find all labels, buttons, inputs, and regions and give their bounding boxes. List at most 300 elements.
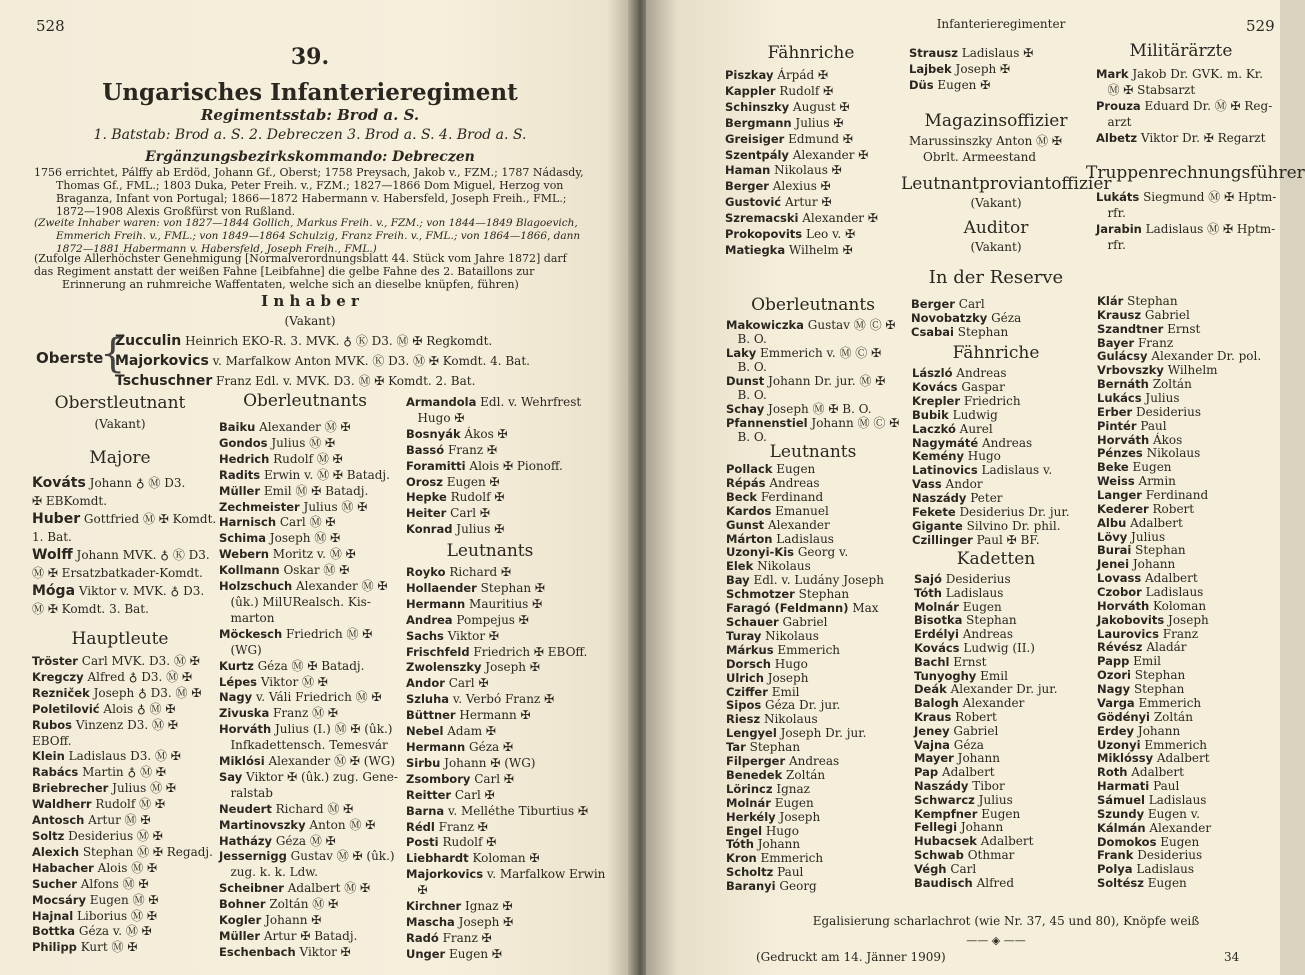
- list-item: [726, 574, 884, 588]
- list-item: [406, 947, 605, 963]
- list-item: [32, 528, 216, 546]
- oberleutnants-cont-list: [406, 395, 581, 538]
- surname: Harmati: [1097, 779, 1150, 794]
- reserve-oberleutnants-heading: Oberleutnants: [751, 295, 875, 315]
- surname: Lörincz: [726, 781, 773, 796]
- entry-details: Carl ✠: [451, 787, 495, 802]
- oberste-list: [115, 331, 530, 391]
- list-item: [726, 658, 884, 672]
- kadetten-list: [914, 573, 1058, 890]
- entry-details: Wilhelm: [1163, 363, 1218, 378]
- surname: Molnár: [914, 599, 959, 614]
- entry-details: Franz: [1134, 335, 1174, 350]
- entry-details: Stephan: [794, 587, 850, 602]
- surname: Turay: [726, 628, 762, 643]
- history-text: 1756 errichtet, Pálffy ab Erdöd, Johann Gf., Oberst; 1758 Preysach, Jakob v., FZM.; 1787 Nádasdy, Thomas Gf., FML.; 1803 Duka, Peter Freih. v., FZM.; 1827—1866 Dom Miguel, Herzog von Braganza, Infant von Portugal; 1866—1872 Habermann v. Habersfeld, Joseph Freih., FML.; 1872—1908 Alexis Großfürst von Rußland.: [34, 166, 584, 218]
- entry-details: EBOff.: [32, 733, 72, 748]
- surname: Pollack: [726, 462, 773, 476]
- list-item: [1097, 420, 1261, 434]
- entry-details: Alois ✠ Pionoff.: [465, 458, 563, 473]
- surname: Bachl: [914, 654, 950, 669]
- surname: Soltész: [1097, 876, 1144, 891]
- list-item: [219, 929, 398, 945]
- entry-details: Armin: [1134, 474, 1176, 489]
- list-item: [32, 861, 213, 877]
- list-item: [406, 490, 581, 506]
- entry-details: Stephan ✠: [476, 580, 545, 595]
- list-item: [406, 395, 581, 411]
- entry-details: Franz ✠: [438, 930, 492, 945]
- list-item: [726, 727, 884, 741]
- surname: Sajó: [914, 572, 942, 586]
- list-item: [1097, 752, 1261, 766]
- entry-details: Erwin v. Ⓜ ✠ Batadj.: [260, 467, 390, 482]
- entry-details: Liborius Ⓜ ✠: [73, 908, 157, 923]
- list-item: [725, 211, 878, 227]
- entry-details: Oskar Ⓜ ✠: [279, 563, 350, 578]
- list-item: [219, 627, 398, 643]
- list-item: [406, 899, 605, 915]
- list-item: [32, 582, 216, 600]
- list-item: [1097, 697, 1261, 711]
- entry-details: Koloman: [1149, 598, 1207, 613]
- surname: Büttner: [406, 708, 456, 723]
- surname: Erber: [1097, 404, 1133, 419]
- surname: Weiss: [1097, 474, 1135, 489]
- entry-details: Ⓜ ✠ Komdt. 3. Bat.: [32, 602, 149, 616]
- entry-details: Alexander: [958, 696, 1025, 711]
- surname: Roth: [1097, 765, 1128, 780]
- entry-details: Andreas: [978, 435, 1033, 450]
- surname: Kovács: [912, 379, 958, 394]
- surname: Ulrich: [726, 670, 764, 685]
- list-item: [406, 506, 581, 522]
- entry-details: Ludwig (II.): [959, 640, 1035, 655]
- entry-details: Carl ✠: [446, 506, 490, 521]
- list-item: [219, 611, 398, 627]
- list-item: [219, 770, 398, 786]
- list-item: [1097, 822, 1261, 836]
- entry-details: Adalbert Ⓜ ✠: [283, 881, 371, 896]
- entry-details: Edl. v. Ludány Joseph: [749, 573, 884, 588]
- surname: Schinszky: [725, 99, 790, 114]
- surname: Lukáts: [1096, 190, 1140, 204]
- list-item: [909, 46, 1033, 62]
- surname: Harnisch: [219, 515, 277, 530]
- entry-details: Stephan: [1123, 294, 1178, 308]
- surname: Lövy: [1097, 529, 1128, 544]
- surname: Bay: [726, 573, 750, 588]
- right-page: [646, 0, 1305, 975]
- surname: Répás: [726, 475, 766, 490]
- surname: Hatházy: [219, 833, 273, 848]
- list-item: [914, 601, 1058, 615]
- truppenrechnungsfuehrer-heading: Truppenrechnungsführer: [1086, 163, 1305, 183]
- surname: Horváth: [219, 722, 272, 737]
- surname: Rezniček: [32, 685, 90, 700]
- list-item: [406, 459, 581, 475]
- entry-details: Peter: [966, 491, 1003, 506]
- surname: Gustović: [725, 195, 782, 210]
- entry-details: Eugen v.: [1144, 806, 1200, 821]
- entry-details: Ladislaus: [1141, 585, 1204, 600]
- entry-details: Artur ✠: [781, 195, 832, 210]
- list-item: [32, 546, 216, 564]
- entry-details: Friedrich Ⓜ ✠: [282, 626, 373, 641]
- surname: Jakobovits: [1097, 612, 1165, 627]
- entry-details: Franz ✠: [434, 819, 488, 834]
- entry-details: Joseph: [763, 670, 809, 685]
- surname: Briebrecher: [32, 781, 109, 796]
- entry-details: Gustav Ⓜ ✠ (ûk.): [286, 849, 395, 864]
- entry-details: Hugo: [762, 823, 799, 838]
- surname: Alexich: [32, 844, 80, 859]
- entry-details: Ákos ✠: [460, 426, 508, 441]
- entry-details: Eugen Ⓜ ✠: [85, 892, 159, 907]
- list-item: [406, 820, 605, 836]
- list-item: [912, 478, 1070, 492]
- list-item: [914, 877, 1058, 891]
- surname: Latinovics: [912, 463, 978, 478]
- list-item: [914, 642, 1058, 656]
- entry-details: Alexander ✠: [798, 211, 878, 226]
- entry-details: Ⓜ ✠ Stabsarzt: [1096, 82, 1196, 97]
- entry-details: Paul: [1149, 779, 1180, 794]
- list-item: [912, 381, 1070, 395]
- surname: Laurovics: [1097, 626, 1159, 641]
- majore-list: [32, 474, 216, 618]
- list-item: [219, 849, 398, 865]
- list-item: [1097, 558, 1261, 572]
- list-item: [914, 794, 1058, 808]
- reserve-oberleutnants-cont-list: [911, 297, 1021, 339]
- list-item: [912, 492, 1070, 506]
- list-item: [1096, 99, 1272, 115]
- entry-details: Leo v. ✠: [802, 227, 856, 242]
- surname: Sucher: [32, 876, 77, 891]
- list-item: [406, 427, 581, 443]
- list-item: [406, 613, 605, 629]
- entry-details: Johann Dr. jur. Ⓜ ✠: [764, 374, 886, 388]
- list-item: [1097, 392, 1261, 406]
- proviantoffizier-status: (Vakant): [970, 196, 1022, 210]
- surname: Laky: [726, 346, 757, 360]
- entry-details: Emil: [1129, 654, 1161, 669]
- entry-details: Emmerich v. Ⓜ Ⓒ ✠: [756, 346, 882, 360]
- surname: Baudisch: [914, 875, 973, 890]
- entry-details: v. Verbó Franz ✠: [449, 692, 555, 707]
- list-item: [219, 484, 398, 500]
- entry-details: Árpád ✠: [773, 68, 829, 82]
- list-item: [219, 563, 398, 579]
- list-item: [912, 450, 1070, 464]
- entry-details: Paul ✠ BF.: [972, 532, 1040, 547]
- list-item: [914, 821, 1058, 835]
- surname: Jeney: [914, 723, 950, 738]
- list-item: [912, 506, 1070, 520]
- entry-details: Ladislaus v.: [977, 463, 1053, 478]
- surname: Uzonyi-Kis: [726, 545, 795, 560]
- surname: Jessernigg: [219, 849, 287, 864]
- entry-details: Vinzenz D3. Ⓜ ✠: [72, 717, 178, 732]
- surname: Andrea: [406, 612, 453, 627]
- surname: Pap: [914, 765, 939, 780]
- entry-details: Franz Ⓜ ✠: [269, 706, 338, 721]
- entry-details: Gustav Ⓜ Ⓒ ✠: [803, 318, 896, 332]
- surname: Mark: [1096, 67, 1129, 81]
- surname: Varga: [1097, 695, 1135, 710]
- surname: Naszády: [914, 778, 969, 793]
- list-item: [912, 520, 1070, 534]
- surname: Novobatzky: [911, 311, 988, 325]
- surname: Faragó (Feldmann): [726, 601, 849, 616]
- surname: Majorkovics: [115, 353, 209, 369]
- left-page: [0, 0, 632, 975]
- list-item: [219, 881, 398, 897]
- list-item: [1097, 877, 1261, 891]
- list-item: [726, 360, 899, 374]
- surname: Domokos: [1097, 834, 1157, 849]
- list-item: [32, 702, 213, 718]
- list-item: [911, 325, 1021, 339]
- surname: Bohner: [219, 897, 266, 912]
- entry-details: marton: [219, 610, 275, 625]
- list-item: [725, 100, 878, 116]
- surname: Benedek: [726, 767, 783, 782]
- regiment-number: 39.: [290, 44, 330, 70]
- district-command: Ergänzungsbezirkskommando: Debreczen: [145, 149, 475, 165]
- surname: Frischfeld: [406, 644, 470, 659]
- surname: Bottka: [32, 924, 76, 939]
- entry-details: Joseph Ⓜ ✠: [265, 531, 341, 546]
- surname: Majorkovics: [406, 867, 484, 882]
- leutnants-heading: Leutnants: [446, 541, 534, 561]
- surname: Balogh: [914, 696, 959, 711]
- list-item: [726, 602, 884, 616]
- entry-details: Emil Ⓜ ✠ Batadj.: [260, 483, 369, 498]
- list-item: [725, 163, 878, 179]
- list-item: [726, 505, 884, 519]
- surname: Sirbu: [406, 755, 441, 770]
- surname: Martinovszky: [219, 817, 306, 832]
- list-item: [1097, 808, 1261, 822]
- entry-details: Desiderius Dr. jur.: [955, 505, 1070, 520]
- entry-details: Carl: [954, 297, 985, 311]
- entry-details: Richard ✠: [445, 565, 512, 579]
- entry-details: Ignaz: [772, 781, 810, 796]
- list-item: [1097, 350, 1261, 364]
- list-item: [725, 68, 878, 84]
- list-item: [912, 437, 1070, 451]
- hauptleute-list: [32, 654, 213, 956]
- reserve-leutnants-heading: Leutnants: [769, 442, 857, 462]
- list-item: [32, 765, 213, 781]
- list-item: [726, 783, 884, 797]
- list-item: [32, 797, 213, 813]
- list-item: [1097, 517, 1261, 531]
- list-item: [1096, 222, 1276, 238]
- entry-details: Eugen: [1143, 876, 1187, 891]
- surname: Düs: [909, 77, 934, 92]
- entry-details: Tibor: [968, 778, 1005, 793]
- list-item: [726, 402, 899, 416]
- entry-details: Carl: [946, 861, 977, 876]
- surname: Bassó: [406, 442, 445, 457]
- entry-details: Hugo: [770, 656, 808, 671]
- list-item: [32, 845, 213, 861]
- surname: Tschuschner: [115, 373, 213, 389]
- entry-details: Eugen: [1128, 460, 1172, 475]
- list-item: [406, 411, 581, 427]
- printed-date: (Gedruckt am 14. Jänner 1909): [756, 950, 946, 964]
- list-item: [1097, 614, 1261, 628]
- surname: Vrbovszky: [1097, 363, 1164, 378]
- list-item: [909, 62, 1033, 78]
- surname: Gunst: [726, 517, 765, 532]
- entry-details: Robert: [951, 709, 997, 724]
- list-item: [914, 628, 1058, 642]
- majore-heading: Majore: [89, 448, 151, 468]
- entry-details: Julius Ⓜ ✠: [108, 781, 176, 796]
- entry-details: Richard Ⓜ ✠: [271, 801, 354, 816]
- second-owners-text: (Zweite Inhaber waren: von 1827—1844 Gollich, Markus Freih. v., FZM.; von 1844—1849 Blagoevich, Emmerich Freih. v., FML.; von 1849—1864 Schulzig, Franz Freih. v., FML.; von 1864—1866, dann 1872—1881 Habermann v. Habersfeld, Joseph Freih., FML.): [34, 217, 581, 255]
- list-item: [32, 734, 213, 750]
- list-item: [726, 318, 899, 332]
- surname: Laczkó: [912, 421, 956, 436]
- list-item: [406, 629, 605, 645]
- entry-details: Joseph Dr. jur.: [776, 726, 867, 741]
- surname: Müller: [219, 929, 260, 943]
- list-item: [912, 367, 1070, 381]
- surname: Rabács: [32, 765, 79, 780]
- entry-details: Aladár: [1142, 640, 1187, 655]
- entry-details: Paul: [1136, 418, 1167, 433]
- list-item: [912, 395, 1070, 409]
- surname: Langer: [1097, 488, 1142, 503]
- ornament-divider: —— ◈ ——: [966, 934, 1026, 947]
- list-item: [32, 909, 213, 925]
- surname: Lajbek: [909, 61, 952, 76]
- entry-details: Emmerich: [773, 642, 841, 657]
- list-item: [406, 915, 605, 931]
- surname: Jarabin: [1096, 221, 1142, 236]
- entry-details: Gaspar: [957, 379, 1005, 394]
- list-item: [219, 547, 398, 563]
- surname: Márkus: [726, 642, 774, 657]
- regiment-staff: Regimentsstab: Brod a. S.: [200, 106, 420, 124]
- surname: Horváth: [1097, 598, 1150, 613]
- entry-details: Franz ✠: [444, 442, 498, 457]
- list-item: [725, 116, 878, 132]
- list-item: [32, 600, 216, 618]
- entry-details: Carl MVK. D3. Ⓜ ✠: [77, 654, 200, 668]
- entry-details: Edl. v. Wehrfrest: [476, 395, 582, 409]
- list-item: [219, 659, 398, 675]
- list-item: [1097, 683, 1261, 697]
- entry-details: zug. k. k. Ldw.: [219, 865, 318, 880]
- entry-details: Eugen ✠: [445, 946, 502, 961]
- entry-details: Emmerich: [1134, 695, 1202, 710]
- surname: Erdey: [1097, 723, 1135, 738]
- surname: Kálmán: [1097, 820, 1146, 835]
- list-item: [219, 738, 398, 754]
- surname: Tunyoghy: [914, 668, 977, 683]
- entry-details: Franz: [1158, 626, 1199, 641]
- list-item: [726, 388, 899, 402]
- surname: Vajna: [914, 737, 950, 752]
- list-item: [219, 452, 398, 468]
- list-item: [1097, 711, 1261, 725]
- entry-details: Andor: [941, 477, 983, 492]
- surname: Naszády: [912, 491, 967, 506]
- running-header: Infanterieregimenter: [936, 17, 1066, 31]
- list-item: [219, 802, 398, 818]
- list-item: [726, 852, 884, 866]
- reserve-col3-list: [1097, 295, 1261, 891]
- surname: Lovass: [1097, 571, 1142, 586]
- surname: Nagymáté: [912, 435, 979, 450]
- list-item: [115, 351, 530, 371]
- entry-details: Silvino Dr. phil.: [962, 518, 1061, 533]
- entry-details: Ⓜ ✠ Ersatzbatkader-Komdt.: [32, 566, 203, 580]
- list-item: [914, 739, 1058, 753]
- list-item: [406, 660, 605, 676]
- entry-details: Nikolaus: [760, 712, 818, 727]
- surname: Kempfner: [914, 806, 978, 821]
- list-item: [726, 644, 884, 658]
- surname: Tröster: [32, 654, 78, 668]
- list-item: [914, 752, 1058, 766]
- entry-details: ✠: [406, 883, 428, 898]
- list-item: [726, 769, 884, 783]
- surname: Kappler: [725, 83, 776, 98]
- faehnriche-heading: Fähnriche: [767, 43, 855, 63]
- list-item: [912, 423, 1070, 437]
- entry-details: Géza Ⓜ ✠: [272, 833, 336, 848]
- list-item: [914, 697, 1058, 711]
- surname: Jenei: [1097, 557, 1130, 572]
- entry-details: Adalbert: [1141, 571, 1198, 586]
- surname: Bubik: [912, 407, 949, 422]
- surname: Nagy: [219, 690, 253, 705]
- list-item: [726, 560, 884, 574]
- list-item: [911, 297, 1021, 311]
- entry-details: Alois ♁ Ⓜ ✠: [99, 701, 176, 716]
- entry-details: arzt: [1096, 114, 1132, 129]
- surname: Rubos: [32, 717, 73, 732]
- list-item: [1097, 766, 1261, 780]
- entry-details: Ludwig: [948, 407, 998, 422]
- list-item: [912, 534, 1070, 548]
- surname: Zwolenszky: [406, 660, 482, 675]
- entry-details: Géza Ⓜ ✠ Batadj.: [253, 658, 365, 673]
- entry-details: Géza ✠: [465, 739, 514, 754]
- reserve-leutnants-list: [726, 463, 884, 894]
- surname: Burai: [1097, 543, 1132, 558]
- surname: Végh: [914, 861, 947, 876]
- entry-details: Jakob Dr. GVK. m. Kr.: [1128, 67, 1264, 81]
- battalion-staff: 1. Batstab: Brod a. S. 2. Debreczen 3. Brod a. S. 4. Brod a. S.: [93, 127, 527, 143]
- entry-details: Joseph ✠: [481, 660, 540, 675]
- list-item: [1097, 669, 1261, 683]
- entry-details: v. Váli Friedrich Ⓜ ✠: [252, 690, 382, 705]
- list-item: [725, 148, 878, 164]
- entry-details: (WG): [219, 642, 262, 657]
- surname: Szluha: [406, 692, 450, 707]
- entry-details: Alexander Dr. pol.: [1147, 349, 1262, 364]
- surname: Riesz: [726, 712, 761, 727]
- surname: Matiegka: [725, 242, 786, 257]
